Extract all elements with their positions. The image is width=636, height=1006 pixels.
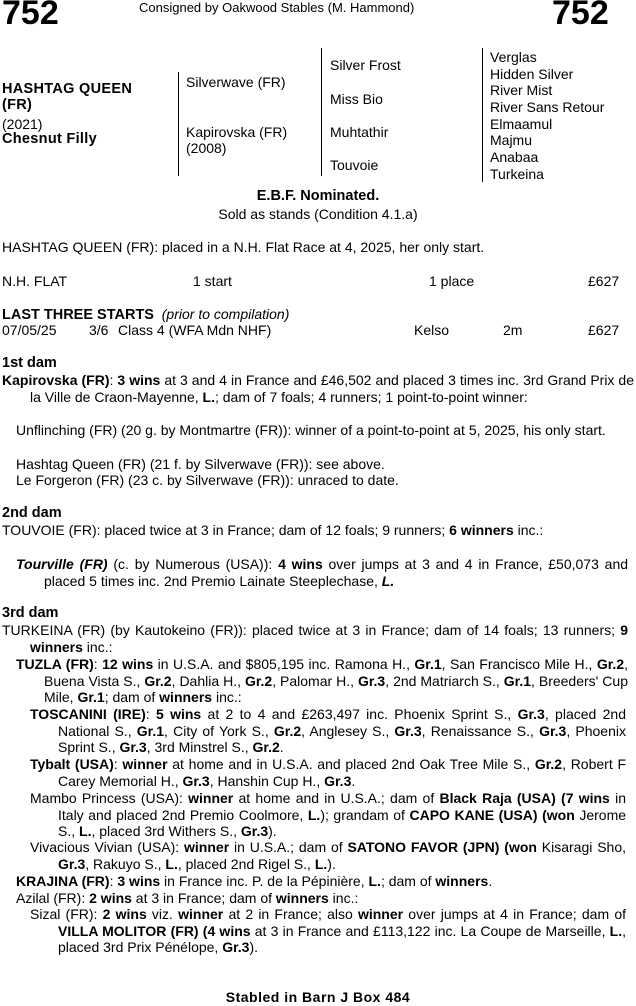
second-dam-progeny: Tourville (FR) (c. by Numerous (USA)): 4 wins over jumps at 3 and 4 in France, £50,073 and placed 5 times inc. 2nd Premio Lainate Steeplechase, L. [16,556,629,589]
pedigree-gen3: River Sans Retour [490,99,605,115]
start-date: 07/05/25 [2,322,57,338]
record-starts: 1 start [193,273,232,289]
pedigree-divider-3 [482,48,483,182]
progeny-krajina: KRAJINA (FR): 3 wins in France inc. P. de la Pépinière, L.; dam of winners. [16,873,493,889]
progeny-tybalt: Tybalt (USA): winner at home and in U.S.A. and placed 2nd Oak Tree Mile S., Gr.2, Robert F Carey Memorial H., Gr.3, Hanshin Cup H., Gr.3. [30,756,626,789]
start-prize: £627 [588,322,620,338]
progeny-sizal: Sizal (FR): 2 wins viz. winner at 2 in France; also winner over jumps at 4 in France; dam of VILLA MOLITOR (FR) (4 wins at 3 in France and £113,122 inc. La Coupe de Marseille, L., placed 3rd Prix Pénélope, Gr.3). [30,906,627,956]
race-summary: HASHTAG QUEEN (FR): placed in a N.H. Flat Race at 4, 2025, her only start. [2,239,485,255]
last-starts-note: (prior to compilation) [161,306,290,322]
progeny-toscanini: TOSCANINI (IRE): 5 wins at 2 to 4 and £263,497 inc. Phoenix Sprint S., Gr.3, placed 2nd National S., Gr.1, City of York S., Gr.2, Anglesey S., Gr.3, Renaissance S., Gr.3, Phoenix Sprint S., Gr.3, 3rd Minstrel S., Gr.2. [30,706,626,756]
pedigree-dam: Kapirovska (FR) [186,124,288,140]
record-places: 1 place [429,273,475,289]
lot-number-right: 752 [552,0,609,32]
pedigree-gen3: Verglas [490,49,537,65]
horse-description: Chesnut Filly [2,131,97,147]
progeny-azilal: Azilal (FR): 2 wins at 3 in France; dam of winners inc.: [16,890,359,906]
progeny-tuzla: TUZLA (FR): 12 wins in U.S.A. and $805,195 inc. Ramona H., Gr.1, San Francisco Mile H., Gr.2, Buena Vista S., Gr.2, Dahlia H., Gr.2, Palomar H., Gr.3, 2nd Matriarch S., Gr.1, Breeders' Cup Mile, Gr.1; dam of winners inc.: [16,656,628,706]
pedigree-gen2: Silver Frost [330,57,401,73]
horse-year: (2021) [2,116,43,132]
start-race: Class 4 (WFA Mdn NHF) [118,322,272,338]
pedigree-divider-1 [178,72,179,176]
pedigree-gen3: River Mist [490,82,553,98]
first-dam-progeny: Le Forgeron (FR) (23 c. by Silverwave (FR)): unraced to date. [16,472,399,488]
first-dam-progeny: Hashtag Queen (FR) (21 f. by Silverwave (FR)): see above. [16,456,385,472]
third-dam-para: TURKEINA (FR) (by Kautokeino (FR)): placed twice at 3 in France; dam of 14 foals; 13 runners; 9 winners inc.: [2,622,628,655]
pedigree-gen3: Anabaa [490,149,539,165]
progeny-vivacious-vivian: Vivacious Vivian (USA): winner in U.S.A.; dam of SATONO FAVOR (JPN) (won Kisaragi Sho, Gr.3, Rakuyo S., L., placed 2nd Rigel S., L.). [30,839,626,872]
pedigree-gen3: Elmaamul [490,116,553,132]
second-dam-title: 2nd dam [2,505,62,521]
first-dam-title: 1st dam [2,355,57,371]
sale-condition: Sold as stands (Condition 4.1.a) [218,206,418,222]
pedigree-gen3: Majmu [490,132,533,148]
pedigree-gen3: Turkeina [490,166,544,182]
pedigree-dam-year: (2008) [186,140,227,156]
pedigree-gen3: Hidden Silver [490,66,574,82]
pedigree-divider-2 [321,48,322,176]
third-dam-title: 3rd dam [2,605,59,621]
start-distance: 2m [503,322,523,338]
first-dam-para: Kapirovska (FR): 3 wins at 3 and 4 in France and £46,502 and placed 3 times inc. 3rd Grand Prix de la Ville de Craon-Mayenne, L.; dam of 7 foals; 4 runners; 1 point-to-point winner: [2,372,635,405]
second-dam-para: TOUVOIE (FR): placed twice at 3 in France; dam of 12 foals; 9 runners; 6 winners inc.: [2,522,544,538]
consignor: Consigned by Oakwood Stables (M. Hammond) [139,0,415,15]
pedigree-gen2: Touvoie [330,157,379,173]
horse-name-country: (FR) [2,97,33,113]
record-earnings: £627 [588,273,620,289]
progeny-mambo-princess: Mambo Princess (USA): winner at home and in U.S.A.; dam of Black Raja (USA) (7 wins in Italy and placed 2nd Premio Coolmore, L.); grandam of CAPO KANE (USA) (won Jerome S., L., placed 3rd Withers S., Gr.3). [30,790,627,840]
lot-number-left: 752 [2,0,59,32]
record-type: N.H. FLAT [2,273,68,289]
pedigree-gen2: Muhtathir [330,124,389,140]
pedigree-gen2: Miss Bio [330,91,383,107]
horse-name: HASHTAG QUEEN [2,81,133,97]
stabling-info: Stabled in Barn J Box 484 [225,989,411,1005]
last-starts-heading [2,306,289,323]
start-position: 3/6 [89,322,109,338]
ebf-nominated: E.B.F. Nominated. [256,188,380,204]
start-course: Kelso [414,322,450,338]
first-dam-progeny: Unflinching (FR) (20 g. by Montmartre (FR)): winner of a point-to-point at 5, 2025, his only start. [16,422,606,438]
last-starts-title: LAST THREE STARTS [2,307,154,323]
pedigree-sire: Silverwave (FR) [186,74,286,90]
